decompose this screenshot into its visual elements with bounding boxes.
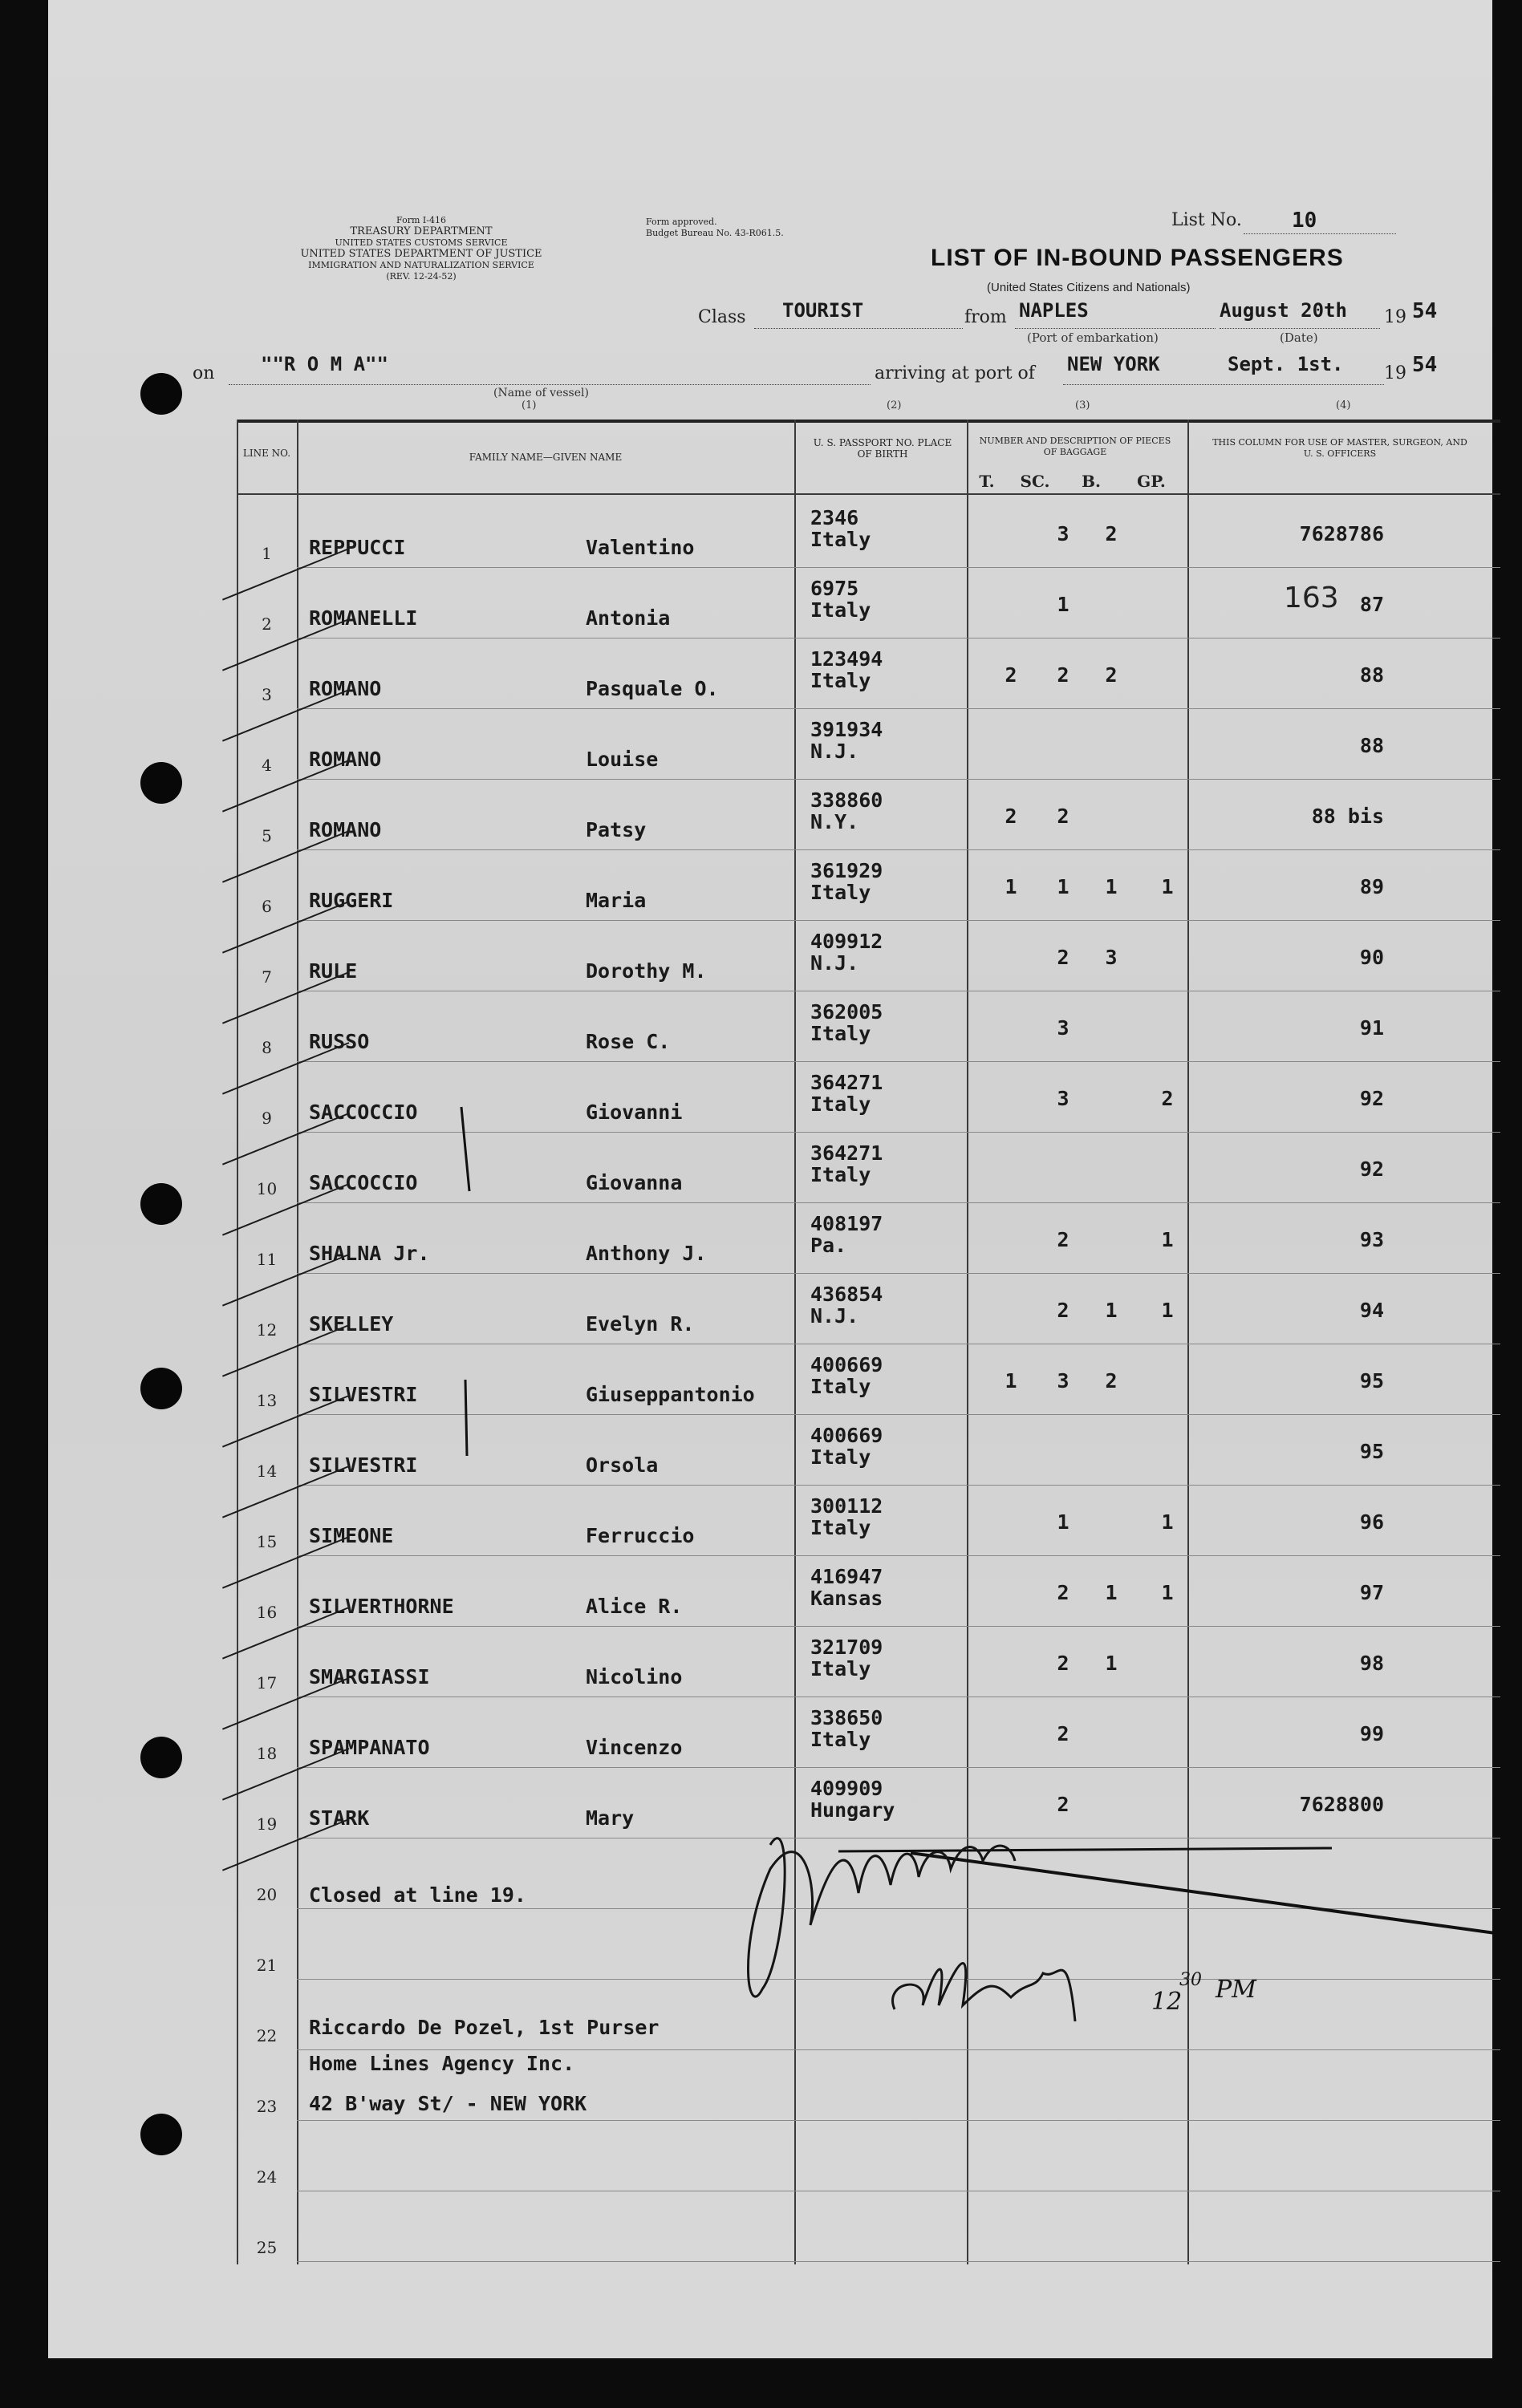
- line-number: 7: [262, 967, 272, 987]
- given-name: Dorothy M.: [586, 959, 707, 983]
- from-label: from: [964, 307, 1007, 327]
- family-name: SPAMPANATO: [309, 1736, 430, 1759]
- officer-column: 94: [1359, 1299, 1384, 1322]
- given-name: Alice R.: [586, 1595, 683, 1618]
- given-name: Anthony J.: [586, 1242, 707, 1265]
- line-number: 13: [256, 1391, 278, 1410]
- given-name: Evelyn R.: [586, 1312, 695, 1336]
- family-name: REPPUCCI: [309, 536, 406, 559]
- given-name: Nicolino: [586, 1665, 683, 1688]
- bag-sc: 2: [1057, 805, 1069, 828]
- officer-column: 95: [1359, 1440, 1384, 1463]
- bag-sc: 3: [1057, 1369, 1069, 1393]
- arrival-port: NEW YORK: [1067, 353, 1160, 375]
- given-name: Rose C.: [586, 1030, 671, 1053]
- bag-b: 2: [1105, 1369, 1118, 1393]
- header-passport: U. S. PASSPORT NO. PLACE OF BIRTH: [813, 437, 952, 460]
- form-revision: (REV. 12-24-52): [386, 271, 457, 282]
- officer-column: 99: [1359, 1722, 1384, 1745]
- bag-t: 1: [1005, 875, 1017, 898]
- handwritten-time-hour: 12: [1151, 1988, 1183, 2016]
- family-name: SMARGIASSI: [309, 1665, 430, 1688]
- officer-column: 93: [1359, 1228, 1384, 1251]
- given-name: Giovanni: [586, 1101, 683, 1124]
- given-name: Louise: [586, 748, 659, 771]
- given-name: Ferruccio: [586, 1524, 695, 1547]
- purser-name: Riccardo De Pozel, 1st Purser: [309, 2016, 660, 2039]
- bag-b: 2: [1105, 522, 1118, 545]
- line-number: 3: [262, 685, 272, 704]
- bag-t: 2: [1005, 805, 1017, 828]
- given-name: Antonia: [586, 606, 671, 630]
- passport-no: 436854: [810, 1283, 883, 1306]
- list-no-value: 10: [1292, 209, 1317, 233]
- officer-column: 95: [1359, 1369, 1384, 1393]
- passport-no: 361929: [810, 859, 883, 882]
- place-of-birth: Italy: [810, 1516, 871, 1539]
- place-of-birth: Italy: [810, 1093, 871, 1116]
- officer-column: 96: [1359, 1510, 1384, 1534]
- line-number: 11: [256, 1250, 278, 1269]
- place-of-birth: Kansas: [810, 1587, 883, 1610]
- family-name: SILVESTRI: [309, 1453, 418, 1477]
- handwritten-time-pm: PM: [1216, 1976, 1256, 2004]
- passport-no: 123494: [810, 647, 883, 671]
- place-of-birth: Italy: [810, 598, 871, 622]
- header-bag-b: B.: [1082, 472, 1101, 491]
- passport-no: 409909: [810, 1777, 883, 1800]
- family-name: SACCOCCIO: [309, 1171, 418, 1194]
- passport-no: 364271: [810, 1071, 883, 1094]
- officer-column: 89: [1359, 875, 1384, 898]
- from-year: 54: [1412, 299, 1438, 323]
- bag-gp: 1: [1161, 1581, 1174, 1604]
- bag-sc: 1: [1057, 1510, 1069, 1534]
- vessel-name: ""R O M A"": [261, 353, 388, 375]
- place-of-birth: Italy: [810, 528, 871, 551]
- line-number: 15: [256, 1532, 278, 1551]
- place-of-birth: Pa.: [810, 1234, 847, 1257]
- line-number: 8: [262, 1038, 272, 1057]
- officer-column: 88 bis: [1311, 805, 1384, 828]
- line-number: 1: [262, 544, 272, 563]
- header-bag-t: T.: [979, 472, 995, 491]
- officer-column: 88: [1359, 734, 1384, 757]
- line-number: 6: [262, 897, 272, 916]
- line-number: 5: [262, 826, 272, 845]
- dept-treasury: TREASURY DEPARTMENT: [350, 225, 493, 237]
- given-name: Pasquale O.: [586, 677, 719, 700]
- bag-gp: 1: [1161, 1299, 1174, 1322]
- family-name: SACCOCCIO: [309, 1101, 418, 1124]
- given-name: Giovanna: [586, 1171, 683, 1194]
- passport-no: 408197: [810, 1212, 883, 1235]
- given-name: Vincenzo: [586, 1736, 683, 1759]
- header-bag-gp: GP.: [1137, 472, 1166, 491]
- document-sheet: [48, 0, 1492, 2358]
- passport-no: 300112: [810, 1494, 883, 1518]
- handwriting-layer: [48, 0, 1492, 2358]
- given-name: Maria: [586, 889, 647, 912]
- given-name: Orsola: [586, 1453, 659, 1477]
- bag-b: 1: [1105, 1581, 1118, 1604]
- family-name: ROMANELLI: [309, 606, 418, 630]
- customs-service: UNITED STATES CUSTOMS SERVICE: [335, 237, 508, 248]
- place-of-birth: Italy: [810, 1445, 871, 1469]
- arrival-year: 54: [1412, 353, 1438, 377]
- family-name: RUSSO: [309, 1030, 370, 1053]
- line-number: 2: [262, 614, 272, 634]
- place-of-birth: N.J.: [810, 1304, 859, 1328]
- family-name: SKELLEY: [309, 1312, 394, 1336]
- family-name: SILVERTHORNE: [309, 1595, 454, 1618]
- bag-t: 1: [1005, 1369, 1017, 1393]
- arrival-date: Sept. 1st.: [1228, 353, 1344, 375]
- passport-no: 416947: [810, 1565, 883, 1588]
- family-name: RUGGERI: [309, 889, 394, 912]
- bag-sc: 3: [1057, 522, 1069, 545]
- from-port: NAPLES: [1019, 299, 1089, 322]
- bag-sc: 3: [1057, 1087, 1069, 1110]
- form-approved: Form approved.: [646, 217, 717, 227]
- from-year-prefix: 19: [1384, 307, 1406, 327]
- place-of-birth: Italy: [810, 1657, 871, 1680]
- page-title: LIST OF IN-BOUND PASSENGERS: [931, 245, 1344, 271]
- handwritten-time-min: 30: [1179, 1970, 1202, 1990]
- vessel-caption: (Name of vessel): [493, 387, 589, 399]
- family-name: ROMANO: [309, 748, 382, 771]
- bag-sc: 3: [1057, 1016, 1069, 1040]
- place-of-birth: Italy: [810, 1375, 871, 1398]
- line-number: 18: [256, 1744, 278, 1763]
- agency-address: 42 B'way St/ - NEW YORK: [309, 2092, 587, 2115]
- bag-gp: 1: [1161, 1510, 1174, 1534]
- bag-sc: 2: [1057, 1299, 1069, 1322]
- bag-t: 2: [1005, 663, 1017, 687]
- given-name: Mary: [586, 1806, 635, 1830]
- family-name: SIMEONE: [309, 1524, 394, 1547]
- passport-no: 338860: [810, 788, 883, 812]
- bag-sc: 2: [1057, 1581, 1069, 1604]
- bag-sc: 2: [1057, 663, 1069, 687]
- bag-gp: 1: [1161, 1228, 1174, 1251]
- bag-sc: 1: [1057, 593, 1069, 616]
- list-no-label: List No.: [1171, 210, 1242, 230]
- passport-no: 409912: [810, 930, 883, 953]
- family-name: SILVESTRI: [309, 1383, 418, 1406]
- line-number: 17: [256, 1673, 278, 1692]
- officer-column: 87: [1359, 593, 1384, 616]
- bag-sc: 1: [1057, 875, 1069, 898]
- place-of-birth: N.Y.: [810, 810, 859, 833]
- caption-4: (4): [1336, 399, 1351, 411]
- passport-no: 338650: [810, 1706, 883, 1729]
- officer-column: 92: [1359, 1087, 1384, 1110]
- line-number: 25: [256, 2238, 278, 2257]
- passport-no: 391934: [810, 718, 883, 741]
- family-name: ROMANO: [309, 818, 382, 841]
- bag-b: 3: [1105, 946, 1118, 969]
- bag-sc: 2: [1057, 1652, 1069, 1675]
- bag-b: 2: [1105, 663, 1118, 687]
- class-label: Class: [698, 307, 746, 327]
- officer-column: 98: [1359, 1652, 1384, 1675]
- bag-sc: 2: [1057, 1722, 1069, 1745]
- bag-sc: 2: [1057, 946, 1069, 969]
- passport-no: 400669: [810, 1424, 883, 1447]
- caption-1: (1): [522, 399, 537, 411]
- line-number: 16: [256, 1603, 278, 1622]
- officer-column: 91: [1359, 1016, 1384, 1040]
- officer-column: 90: [1359, 946, 1384, 969]
- line-number: 14: [256, 1461, 278, 1481]
- passport-no: 6975: [810, 577, 859, 600]
- agency-name: Home Lines Agency Inc.: [309, 2052, 575, 2075]
- header-line-no: LINE NO.: [242, 448, 291, 459]
- line-number: 19: [256, 1814, 278, 1834]
- family-name: ROMANO: [309, 677, 382, 700]
- passport-no: 364271: [810, 1141, 883, 1165]
- bag-b: 1: [1105, 875, 1118, 898]
- place-of-birth: Italy: [810, 1728, 871, 1751]
- header-bag-sc: SC.: [1020, 472, 1050, 491]
- line-number: 21: [256, 1956, 278, 1975]
- line-number: 23: [256, 2097, 278, 2116]
- form-number: Form I-416: [396, 215, 446, 225]
- dept-justice: UNITED STATES DEPARTMENT OF JUSTICE: [300, 248, 542, 260]
- header-baggage: NUMBER AND DESCRIPTION OF PIECES OF BAGGAGE: [979, 436, 1171, 457]
- place-of-birth: Hungary: [810, 1798, 895, 1822]
- given-name: Giuseppantonio: [586, 1383, 755, 1406]
- place-of-birth: Italy: [810, 1163, 871, 1186]
- class-value: TOURIST: [782, 299, 864, 322]
- place-of-birth: Italy: [810, 881, 871, 904]
- arriving-label: arriving at port of: [875, 363, 1035, 383]
- bag-sc: 2: [1057, 1793, 1069, 1816]
- passport-no: 362005: [810, 1000, 883, 1024]
- bag-sc: 2: [1057, 1228, 1069, 1251]
- place-of-birth: N.J.: [810, 740, 859, 763]
- header-officers: THIS COLUMN FOR USE OF MASTER, SURGEON, AND U. S. OFFICERS: [1212, 437, 1467, 459]
- passport-no: 2346: [810, 506, 859, 529]
- line-number: 9: [262, 1109, 272, 1128]
- passport-no: 400669: [810, 1353, 883, 1376]
- header-name: FAMILY NAME—GIVEN NAME: [469, 452, 623, 463]
- place-of-birth: Italy: [810, 669, 871, 692]
- place-of-birth: Italy: [810, 1022, 871, 1045]
- family-name: STARK: [309, 1806, 370, 1830]
- caption-3: (3): [1075, 399, 1090, 411]
- given-name: Valentino: [586, 536, 695, 559]
- date-caption: (Date): [1280, 330, 1318, 345]
- officer-column: 7628800: [1299, 1793, 1384, 1816]
- family-name: RULE: [309, 959, 358, 983]
- bag-gp: 2: [1161, 1087, 1174, 1110]
- line-number: 12: [256, 1320, 278, 1340]
- line-number: 20: [256, 1885, 278, 1904]
- officer-column: 92: [1359, 1157, 1384, 1181]
- line-number: 24: [256, 2167, 278, 2187]
- place-of-birth: N.J.: [810, 951, 859, 975]
- arrival-year-prefix: 19: [1384, 363, 1406, 383]
- bag-gp: 1: [1161, 875, 1174, 898]
- line-number: 4: [262, 756, 272, 775]
- caption-2: (2): [887, 399, 902, 411]
- stamp-number: 163: [1284, 582, 1339, 614]
- port-embarkation-caption: (Port of embarkation): [1027, 330, 1159, 345]
- closed-at-line: Closed at line 19.: [309, 1883, 526, 1907]
- line-number: 10: [256, 1179, 278, 1198]
- page-subtitle: (United States Citizens and Nationals): [987, 281, 1191, 294]
- ins-service: IMMIGRATION AND NATURALIZATION SERVICE: [308, 260, 534, 270]
- bag-b: 1: [1105, 1652, 1118, 1675]
- passport-no: 321709: [810, 1636, 883, 1659]
- on-label: on: [193, 363, 215, 383]
- officer-column: 97: [1359, 1581, 1384, 1604]
- given-name: Patsy: [586, 818, 647, 841]
- line-number: 22: [256, 2026, 278, 2045]
- officer-column: 88: [1359, 663, 1384, 687]
- budget-bureau: Budget Bureau No. 43-R061.5.: [646, 228, 784, 238]
- family-name: SHALNA Jr.: [309, 1242, 430, 1265]
- from-date: August 20th: [1220, 299, 1347, 322]
- officer-column: 7628786: [1299, 522, 1384, 545]
- bag-b: 1: [1105, 1299, 1118, 1322]
